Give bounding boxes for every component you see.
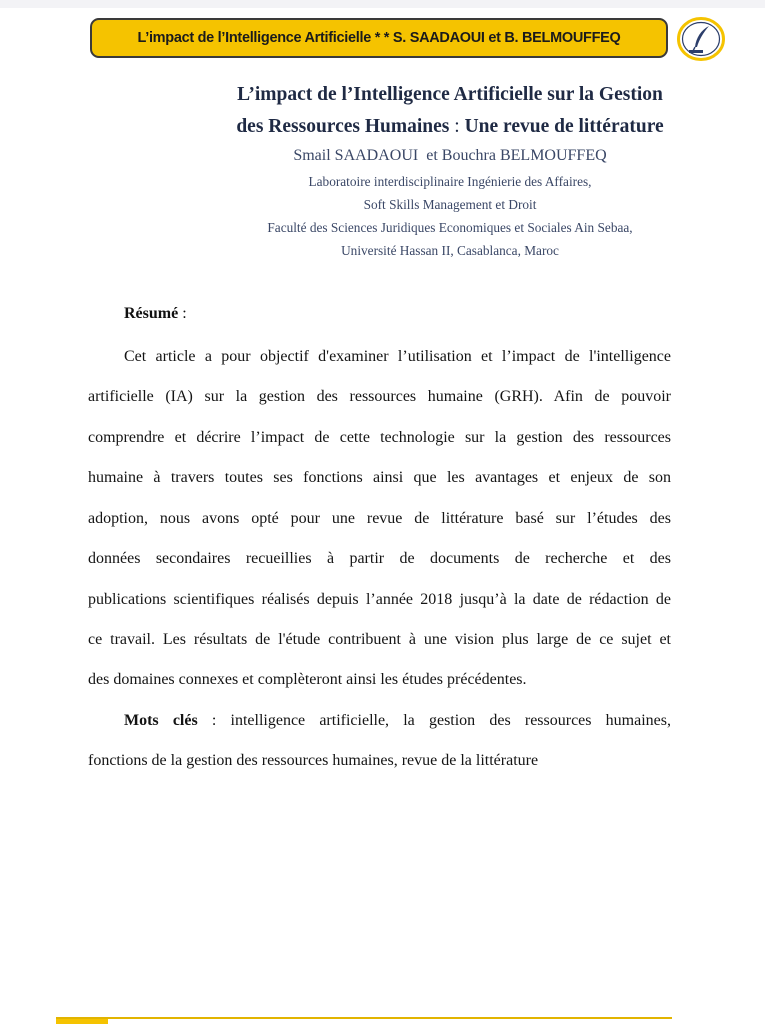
paper-title-subtitle: Une revue de littérature (464, 116, 664, 137)
abstract-line: données secondaires recueillies à partir de documents de recherche et des (88, 550, 671, 567)
keywords-line-2: fonctions de la gestion des ressources humaines, revue de la littérature (88, 752, 539, 769)
paper-title-line-2 (170, 116, 730, 138)
abstract-line: Cet article a pour objectif d'examiner l’utilisation et l’impact de l'intelligence (124, 348, 671, 365)
footer-accent-mark (56, 1019, 108, 1024)
abstract-line: adoption, nous avons opté pour une revue de littérature basé sur l’études des (88, 510, 671, 527)
authors-line: Smail SAADAOUI et Bouchra BELMOUFFEQ (293, 147, 607, 164)
keywords-text: : intelligence artificielle, la gestion des ressources humaines, (197, 712, 671, 729)
abstract-heading-colon: : (178, 305, 187, 322)
affiliation-line: Laboratoire interdisciplinaire Ingénierie des Affaires, (308, 174, 592, 189)
page-top-strip (0, 0, 765, 8)
paper-title-line-1: L’impact de l’Intelligence Artificielle sur la Gestion (237, 84, 663, 105)
abstract-heading-label: Résumé (124, 305, 179, 322)
affiliation-line: Université Hassan II, Casablanca, Maroc (341, 243, 559, 258)
affiliation-line: Faculté des Sciences Juridiques Economiques et Sociales Ain Sebaa, (267, 220, 633, 235)
abstract-line: ce travail. Les résultats de l'étude contribuent à une vision plus large de ce sujet et (88, 631, 671, 648)
running-header-banner (90, 18, 668, 58)
abstract-line: humaine à travers toutes ses fonctions ainsi que les avantages et enjeux de son (88, 469, 671, 486)
affiliation-line: Soft Skills Management et Droit (363, 197, 537, 212)
abstract-line: des domaines connexes et complèteront ainsi les études précédentes. (88, 671, 527, 688)
footer-rule (56, 1017, 672, 1024)
keywords-line-1 (124, 711, 671, 731)
abstract-line: comprendre et décrire l’impact de cette technologie sur la gestion des ressources (88, 429, 671, 446)
quill-pen-icon (676, 16, 726, 62)
paper-title-separator: : (449, 116, 465, 137)
abstract-line: publications scientifiques réalisés depuis l’année 2018 jusqu’à la date de rédaction de (88, 591, 671, 608)
abstract-heading (124, 305, 187, 323)
paper-title-main: des Ressources Humaines (236, 116, 450, 137)
keywords-label: Mots clés (124, 712, 198, 729)
running-header-text: L’impact de l’Intelligence Artificielle * * S. SAADAOUI et B. BELMOUFFEQ (137, 30, 621, 46)
abstract-line: artificielle (IA) sur la gestion des ressources humaine (GRH). Afin de pouvoir (88, 388, 671, 405)
